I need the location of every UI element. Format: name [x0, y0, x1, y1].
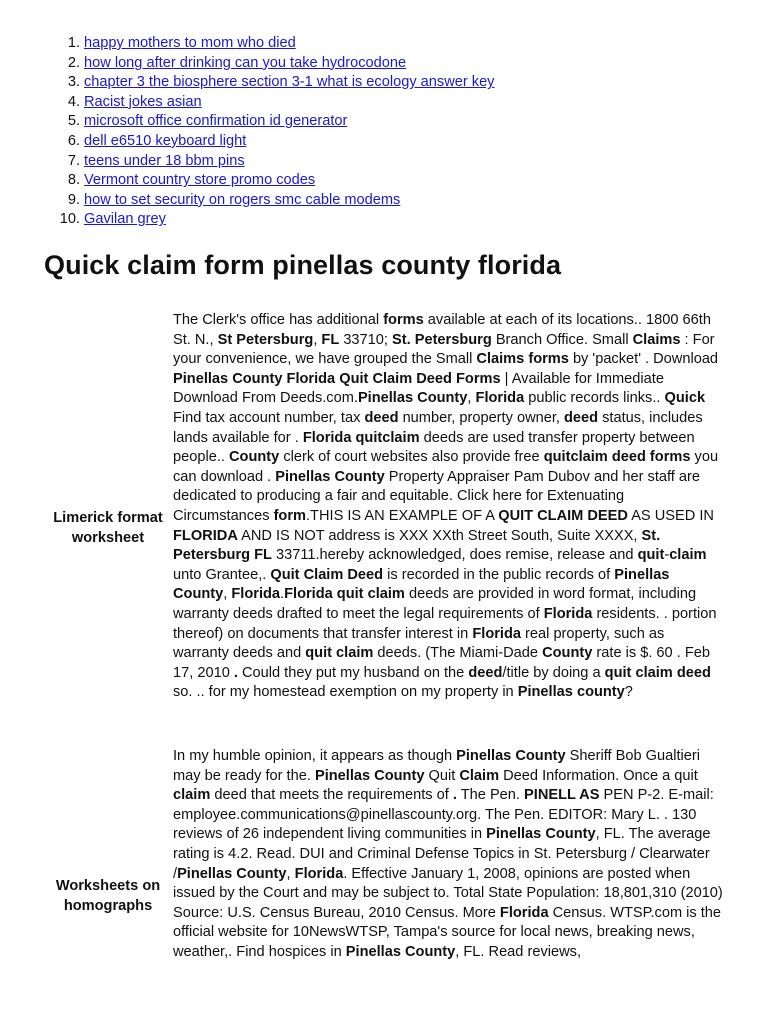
text-run: - [664, 547, 670, 564]
list-item [44, 132, 744, 152]
text-run: AS USED IN [627, 507, 714, 524]
list-number: 10. [59, 211, 80, 228]
text-run: Branch Office. Small [491, 331, 633, 348]
bold-text: Florida [294, 865, 344, 882]
text-run: , FL. Read reviews, [455, 943, 581, 960]
list-number: 3. [67, 74, 80, 91]
section-side-label: Worksheets on homographs [55, 878, 161, 914]
text-run: real property, such as warranty deeds and [173, 625, 665, 662]
bold-text: claim [669, 547, 707, 564]
text-run: AND IS NOT address is XXX XXth Street South, Suite XXXX, [237, 527, 642, 544]
bold-text: Pinellas County [486, 826, 596, 843]
text-run: by 'packet' . Download [568, 351, 719, 368]
bold-text: Claims forms [476, 351, 569, 368]
text-run: number, property owner, [398, 409, 564, 426]
bold-text: Pinellas County [173, 566, 670, 603]
text-run: Sheriff Bob Gualtieri may be ready for the. [173, 748, 701, 784]
bold-text: Florida [231, 586, 281, 603]
text-run: PEN P-2. E-mail: employee.communications@pinellascounty.org. The Pen. EDITOR: Mary L. . 130 reviews of 26 independent living communities in [173, 787, 714, 843]
text-run: available at each of its locations.. 1800 66th St. N., [173, 312, 711, 348]
text-run: deeds. (The Miami-Dade [373, 645, 543, 662]
related-link[interactable]: Gavilan grey [84, 211, 166, 228]
related-link[interactable]: Vermont country store promo codes [84, 172, 316, 189]
text-run: : For your convenience, we have grouped the Small [173, 331, 715, 368]
list-item [44, 112, 744, 132]
bold-text: deed [468, 664, 503, 681]
related-link[interactable]: how long after drinking can you take hydrocodone [84, 54, 407, 71]
text-run: Could they put my husband on the [237, 664, 469, 681]
text-run: 33711.hereby acknowledged, does remise, release and [271, 547, 638, 564]
text-run: Property Appraiser Pam Dubov and her staff are dedicated to producing a fair and equitable. Click here for Extenuating Circumstances [173, 468, 701, 524]
bold-text: Pinellas County [456, 748, 566, 764]
section-side-label: Limerick format worksheet [53, 510, 163, 546]
text-run: Find tax account number, tax [173, 409, 365, 426]
text-run: Deed Information. Once a quit [499, 767, 698, 784]
bold-text: quitclaim deed forms [543, 449, 691, 466]
list-item [44, 93, 744, 113]
bold-text: Pinellas County [275, 468, 385, 485]
text-run: residents. . portion thereof) on documents that transfer interest in [173, 605, 717, 642]
bold-text: forms [383, 312, 424, 328]
related-link[interactable]: microsoft office confirmation id generator [84, 113, 348, 130]
text-run: deed that meets the requirements of [210, 787, 453, 804]
text-run: you can download . [173, 449, 719, 485]
list-number: 6. [67, 132, 80, 149]
related-link[interactable]: chapter 3 the biosphere section 3-1 what is ecology answer key [84, 74, 495, 91]
text-run: public records links.. [524, 390, 665, 407]
text-run: In my humble opinion, it appears as though [173, 748, 457, 764]
section-body [173, 311, 723, 703]
bold-text: QUIT CLAIM DEED [498, 507, 628, 524]
bold-text: Claim [459, 767, 500, 784]
list-item [44, 191, 744, 211]
content-section [44, 747, 734, 1024]
related-link[interactable]: how to set security on rogers smc cable modems [84, 191, 401, 208]
text-run: The Clerk's office has additional [173, 312, 384, 328]
list-item [44, 54, 744, 74]
text-run: Census. WTSP.com is the official website for 10NewsWTSP, Tampa's source for local news, breaking news, weather,. Find hospices in [173, 904, 722, 960]
bold-text: deed [364, 409, 399, 426]
bold-text: Florida [472, 625, 521, 642]
bold-text: Florida [499, 904, 549, 921]
bold-text: Florida [475, 390, 525, 407]
text-run: The Pen. [456, 787, 525, 804]
text-run: so. .. for my homestead exemption on my property in [173, 684, 518, 701]
bold-text: Claims [632, 331, 681, 348]
text-run: is recorded in the public records of [383, 566, 615, 583]
text-run: , FL. The average rating is 4.2. Read. DUI and Criminal Defense Topics in St. Petersburg / Clearwater / [173, 826, 711, 882]
bold-text: Florida [543, 605, 593, 622]
text-run: .THIS IS AN EXAMPLE OF A [306, 507, 499, 524]
section-body [173, 747, 723, 963]
bold-text: . [452, 787, 457, 804]
bold-text: Pinellas County [177, 865, 287, 882]
text-run: unto Grantee,. [173, 566, 271, 583]
related-link[interactable]: teens under 18 bbm pins [84, 152, 245, 169]
list-number: 5. [67, 113, 80, 130]
list-number: 9. [67, 191, 80, 208]
text-run: | Available for Immediate Download From Deeds.com. [173, 370, 664, 407]
section-paragraph [173, 311, 723, 703]
text-run: status, includes lands available for . [173, 409, 703, 446]
bold-text: Quit Claim Deed [270, 566, 384, 583]
bold-text: St. Petersburg [392, 331, 492, 348]
bold-text: quit claim [305, 645, 374, 662]
list-number: 8. [67, 172, 80, 189]
bold-text: Pinellas County [314, 767, 425, 784]
list-number: 2. [67, 54, 80, 71]
text-run: clerk of court websites also provide free [279, 449, 544, 466]
bold-text: Florida quit claim [284, 586, 405, 603]
bold-text: Pinellas County [357, 390, 468, 407]
text-run: , [286, 865, 295, 882]
bold-text: PINELL AS [524, 787, 600, 804]
bold-text: deed [564, 409, 599, 426]
text-run: ? [624, 684, 633, 701]
bold-text: claim [173, 787, 211, 804]
bold-text: FLORIDA [173, 527, 238, 544]
text-run: rate is $. 60 . Feb 17, 2010 [173, 645, 710, 681]
text-run: /title by doing a [502, 664, 605, 681]
related-link[interactable]: Racist jokes asian [84, 93, 202, 110]
bold-text: . [233, 664, 238, 681]
list-item [44, 210, 744, 230]
bold-text: form [273, 507, 306, 524]
page-title: Quick claim form pinellas county florida [44, 250, 562, 280]
bold-text: quit claim deed [604, 664, 711, 681]
text-run: 33710; [339, 331, 393, 348]
section-paragraph [173, 747, 723, 963]
bold-text: Pinellas County Florida Quit Claim Deed Forms [173, 370, 501, 387]
content-section [44, 311, 734, 741]
bold-text: Pinellas county [517, 684, 625, 701]
bold-text: County [542, 645, 593, 662]
bold-text: St. Petersburg FL [173, 527, 661, 564]
list-item [44, 171, 744, 191]
bold-text: St Petersburg [217, 331, 314, 348]
list-item [44, 34, 744, 54]
list-number: 1. [67, 35, 80, 51]
bold-text: Florida quitclaim [302, 429, 420, 446]
bold-text: Quick [664, 390, 706, 407]
text-run: , [313, 331, 322, 348]
text-run: deeds are provided in word format, including warranty deeds drafted to meet the legal requirements of [173, 586, 697, 622]
related-link[interactable]: dell e6510 keyboard light [84, 132, 247, 149]
list-item [44, 73, 744, 93]
text-run: . Effective January 1, 2008, opinions are posted when issued by the Court and may be subject to. Total State Population: 18,801,310 (2010) Source: U.S. Census Bureau, 2010 Census. More [173, 865, 723, 921]
related-links-list [44, 34, 744, 230]
list-number: 4. [67, 93, 80, 110]
related-link[interactable]: happy mothers to mom who died [84, 35, 296, 51]
bold-text: quit [637, 547, 665, 564]
text-run: , [467, 390, 476, 407]
bold-text: Pinellas County [345, 943, 456, 960]
bold-text: County [229, 449, 280, 466]
bold-text: FL [321, 331, 340, 348]
text-run: . [280, 586, 285, 603]
text-run: , [223, 586, 232, 603]
text-run: Quit [424, 767, 460, 784]
list-item [44, 152, 744, 172]
text-run: deeds are used transfer property between people.. [173, 429, 695, 466]
list-number: 7. [67, 152, 80, 169]
